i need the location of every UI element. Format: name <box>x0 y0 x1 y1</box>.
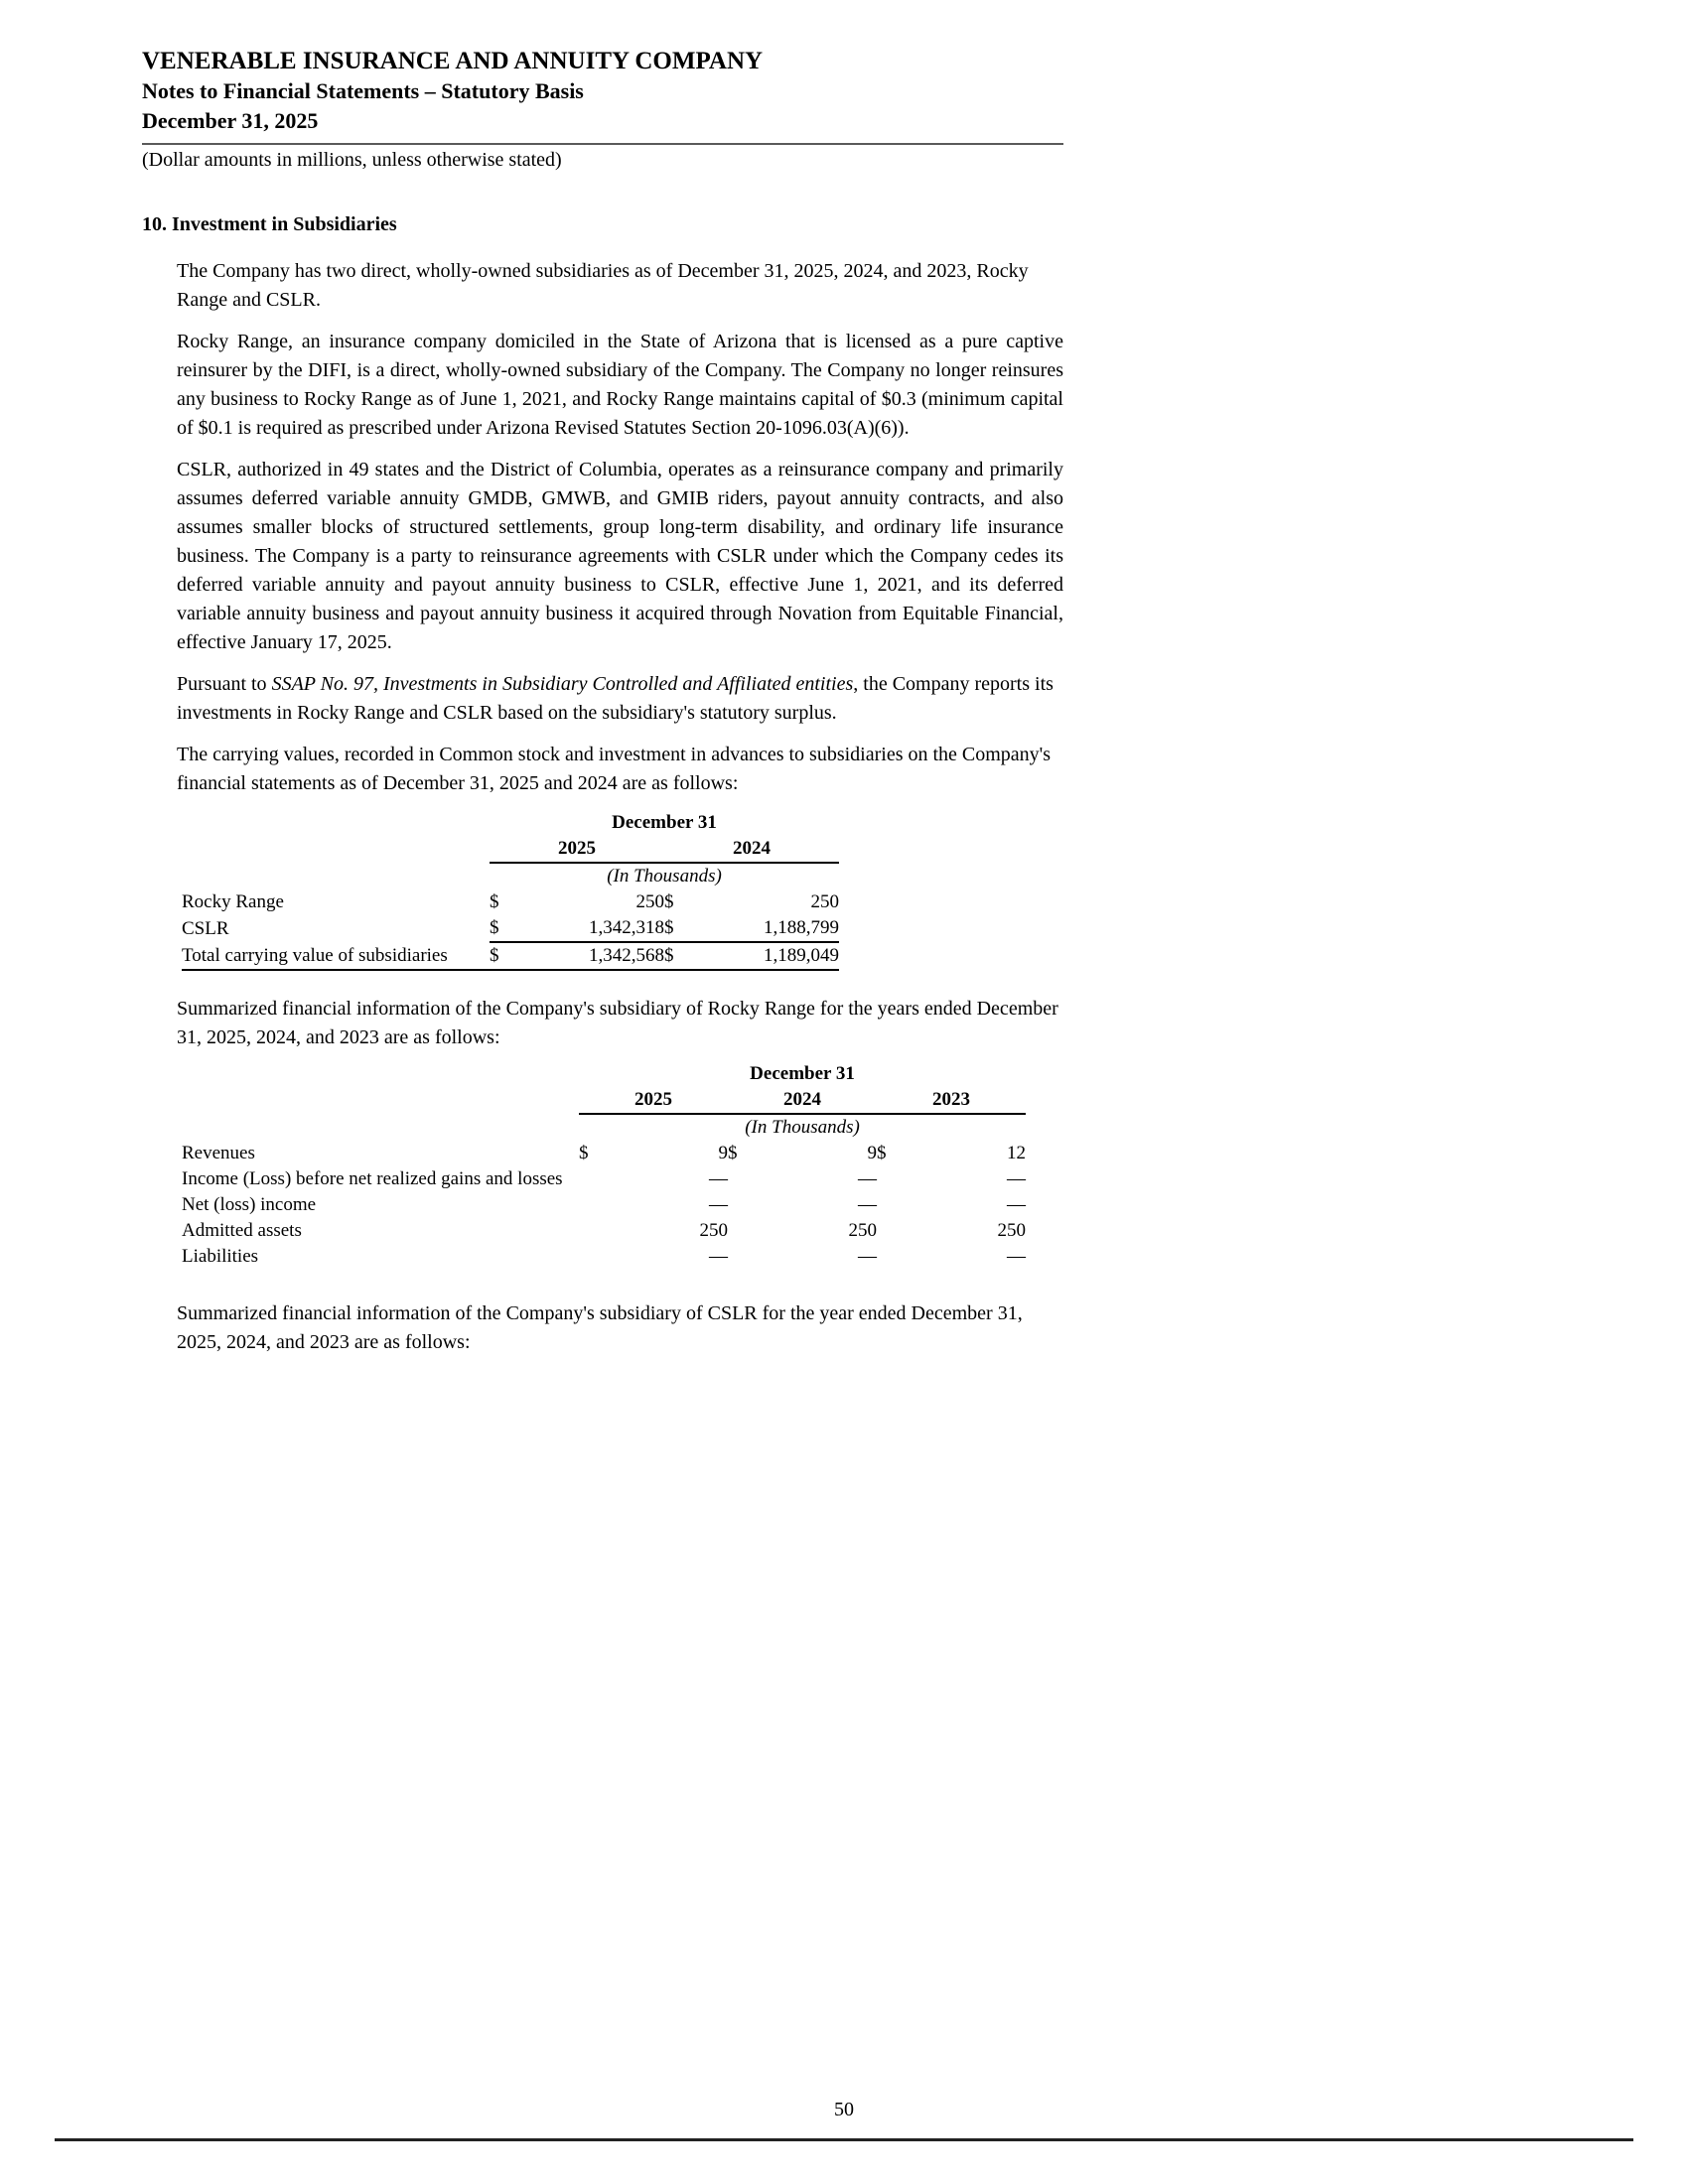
table-row <box>182 1244 1026 1270</box>
table2-year-2024: 2024 <box>728 1087 877 1114</box>
table-row <box>182 915 839 942</box>
empty-cell <box>182 836 490 863</box>
row-label: Rocky Range <box>182 891 284 912</box>
cell-value: — <box>1007 1246 1027 1267</box>
currency-symbol: $ <box>490 942 515 970</box>
currency-symbol <box>877 1244 901 1270</box>
currency-symbol <box>579 1166 603 1192</box>
cell-value: — <box>1007 1194 1027 1215</box>
currency-symbol: $ <box>877 1143 887 1163</box>
header-divider <box>142 143 1063 145</box>
currency-symbol <box>579 1192 603 1218</box>
currency-symbol <box>579 1244 603 1270</box>
company-title: VENERABLE INSURANCE AND ANNUITY COMPANY <box>142 48 764 74</box>
cell-value: 1,342,318 <box>515 915 664 942</box>
row-label: Net (loss) income <box>182 1194 317 1215</box>
empty-cell <box>182 863 490 889</box>
row-label: CSLR <box>182 918 229 939</box>
table1-units-note: (In Thousands) <box>607 866 722 887</box>
cell-value: 250 <box>635 891 664 912</box>
empty-cell <box>182 810 490 836</box>
document-date: December 31, 2025 <box>142 108 319 133</box>
row-label: Income (Loss) before net realized gains and losses <box>182 1168 563 1189</box>
currency-symbol <box>579 1218 603 1244</box>
section-heading: 10. Investment in Subsidiaries <box>142 213 397 235</box>
cell-value: 9 <box>867 1143 877 1163</box>
table2-year-2023: 2023 <box>877 1087 1026 1114</box>
table1-year-row <box>182 836 839 863</box>
cell-value: 250 <box>848 1220 877 1241</box>
cell-value: 1,189,049 <box>690 942 839 970</box>
cell-value: — <box>1007 1168 1027 1189</box>
table2-span-header: December 31 <box>750 1063 855 1084</box>
row-label: Liabilities <box>182 1246 259 1267</box>
table1-units-row <box>182 863 839 889</box>
row-label: Revenues <box>182 1143 255 1163</box>
cell-value: 250 <box>699 1220 728 1241</box>
currency-symbol: $ <box>664 915 690 942</box>
table2-year-row <box>182 1087 1026 1114</box>
table2-units-row <box>182 1114 1026 1141</box>
currency-symbol: $ <box>728 1143 738 1163</box>
row-label: Total carrying value of subsidiaries <box>182 942 490 970</box>
table1-year-2025: 2025 <box>490 836 664 863</box>
currency-symbol <box>877 1166 901 1192</box>
cell-value: — <box>858 1194 877 1215</box>
table-row <box>182 889 839 915</box>
currency-symbol: $ <box>579 1143 589 1163</box>
footer-divider <box>55 2138 1633 2141</box>
page-content <box>142 46 1063 1357</box>
table-row <box>182 1166 1026 1192</box>
cell-value: 9 <box>718 1143 728 1163</box>
paragraph-rocky-range: Rocky Range, an insurance company domiciled in the State of Arizona that is licensed as a pure captive reinsurer by the DIFI, is a direct, wholly-owned subsidiary of the Company. The Company no longer reinsures any business to Rocky Range as of June 1, 2021, and Rocky Range maintains capital of $0.3 (minimum capital of $0.1 is required as prescribed under Arizona Revised Statutes Section 20-1096.03(A)(6)). <box>177 331 1063 439</box>
table2-units-note: (In Thousands) <box>745 1117 860 1138</box>
table2-year-2025: 2025 <box>579 1087 728 1114</box>
currency-symbol: $ <box>490 915 515 942</box>
ssap-text-post: , the Company reports its investments in Rocky Range and CSLR based on the subsidiary's statutory surplus. <box>177 673 1054 724</box>
table1-span-header-row <box>182 810 839 836</box>
cell-value: 1,342,568 <box>515 942 664 970</box>
carrying-values-table <box>182 810 839 971</box>
cell-value: — <box>858 1246 877 1267</box>
cell-value: 250 <box>997 1220 1027 1241</box>
paragraph-rocky-summary-intro: Summarized financial information of the Company's subsidiary of Rocky Range for the years ended December 31, 2025, 2024, and 2023 are as follows: <box>177 998 1058 1048</box>
currency-symbol <box>728 1192 752 1218</box>
empty-cell <box>182 1061 579 1087</box>
cell-value: — <box>709 1168 728 1189</box>
paragraph-ssap <box>177 670 1063 728</box>
currency-symbol <box>728 1244 752 1270</box>
document-subtitle: Notes to Financial Statements – Statutory Basis <box>142 78 584 103</box>
table1-span-header: December 31 <box>612 812 717 833</box>
currency-symbol <box>728 1166 752 1192</box>
paragraph-carrying-values-intro: The carrying values, recorded in Common stock and investment in advances to subsidiaries on the Company's financial statements as of December 31, 2025 and 2024 are as follows: <box>177 744 1052 794</box>
cell-value: — <box>709 1246 728 1267</box>
currency-symbol <box>728 1218 752 1244</box>
table-row <box>182 1141 1026 1166</box>
empty-cell <box>182 1114 579 1141</box>
table2-span-header-row <box>182 1061 1026 1087</box>
currency-symbol: $ <box>664 891 674 912</box>
table1-year-2024: 2024 <box>664 836 839 863</box>
paragraph-subsidiaries-intro: The Company has two direct, wholly-owned subsidiaries as of December 31, 2025, 2024, and 2023, Rocky Range and CSLR. <box>177 260 1029 311</box>
currency-symbol: $ <box>490 891 499 912</box>
cell-value: — <box>709 1194 728 1215</box>
ssap-text-pre: Pursuant to <box>177 673 272 695</box>
table-total-row <box>182 942 839 970</box>
table-row <box>182 1192 1026 1218</box>
paragraph-cslr: CSLR, authorized in 49 states and the District of Columbia, operates as a reinsurance company and primarily assumes deferred variable annuity GMDB, GMWB, and GMIB riders, payout annuity contracts, and also assumes smaller blocks of structured settlements, group long-term disability, and ordinary life insurance business. The Company is a party to reinsurance agreements with CSLR under which the Company cedes its deferred variable annuity and payout annuity business to CSLR, effective June 1, 2021, and its deferred variable annuity business and payout annuity business it acquired through Novation from Equitable Financial, effective January 17, 2025. <box>177 459 1063 653</box>
cell-value: 250 <box>810 891 839 912</box>
page-number: 50 <box>834 2099 854 2120</box>
rocky-range-summary-table <box>182 1061 1026 1270</box>
ssap-title-italic: SSAP No. 97, Investments in Subsidiary Controlled and Affiliated entities <box>271 673 854 695</box>
cell-value: — <box>858 1168 877 1189</box>
cell-value: 12 <box>1007 1143 1027 1163</box>
cell-value: 1,188,799 <box>690 915 839 942</box>
table-row <box>182 1218 1026 1244</box>
currency-symbol <box>877 1218 901 1244</box>
paragraph-cslr-summary-intro: Summarized financial information of the Company's subsidiary of CSLR for the year ended December 31, 2025, 2024, and 2023 are as follows: <box>177 1302 1023 1353</box>
empty-cell <box>182 1087 579 1114</box>
currency-symbol <box>877 1192 901 1218</box>
dollar-amounts-note: (Dollar amounts in millions, unless otherwise stated) <box>142 149 562 171</box>
currency-symbol: $ <box>664 942 690 970</box>
row-label: Admitted assets <box>182 1220 302 1241</box>
